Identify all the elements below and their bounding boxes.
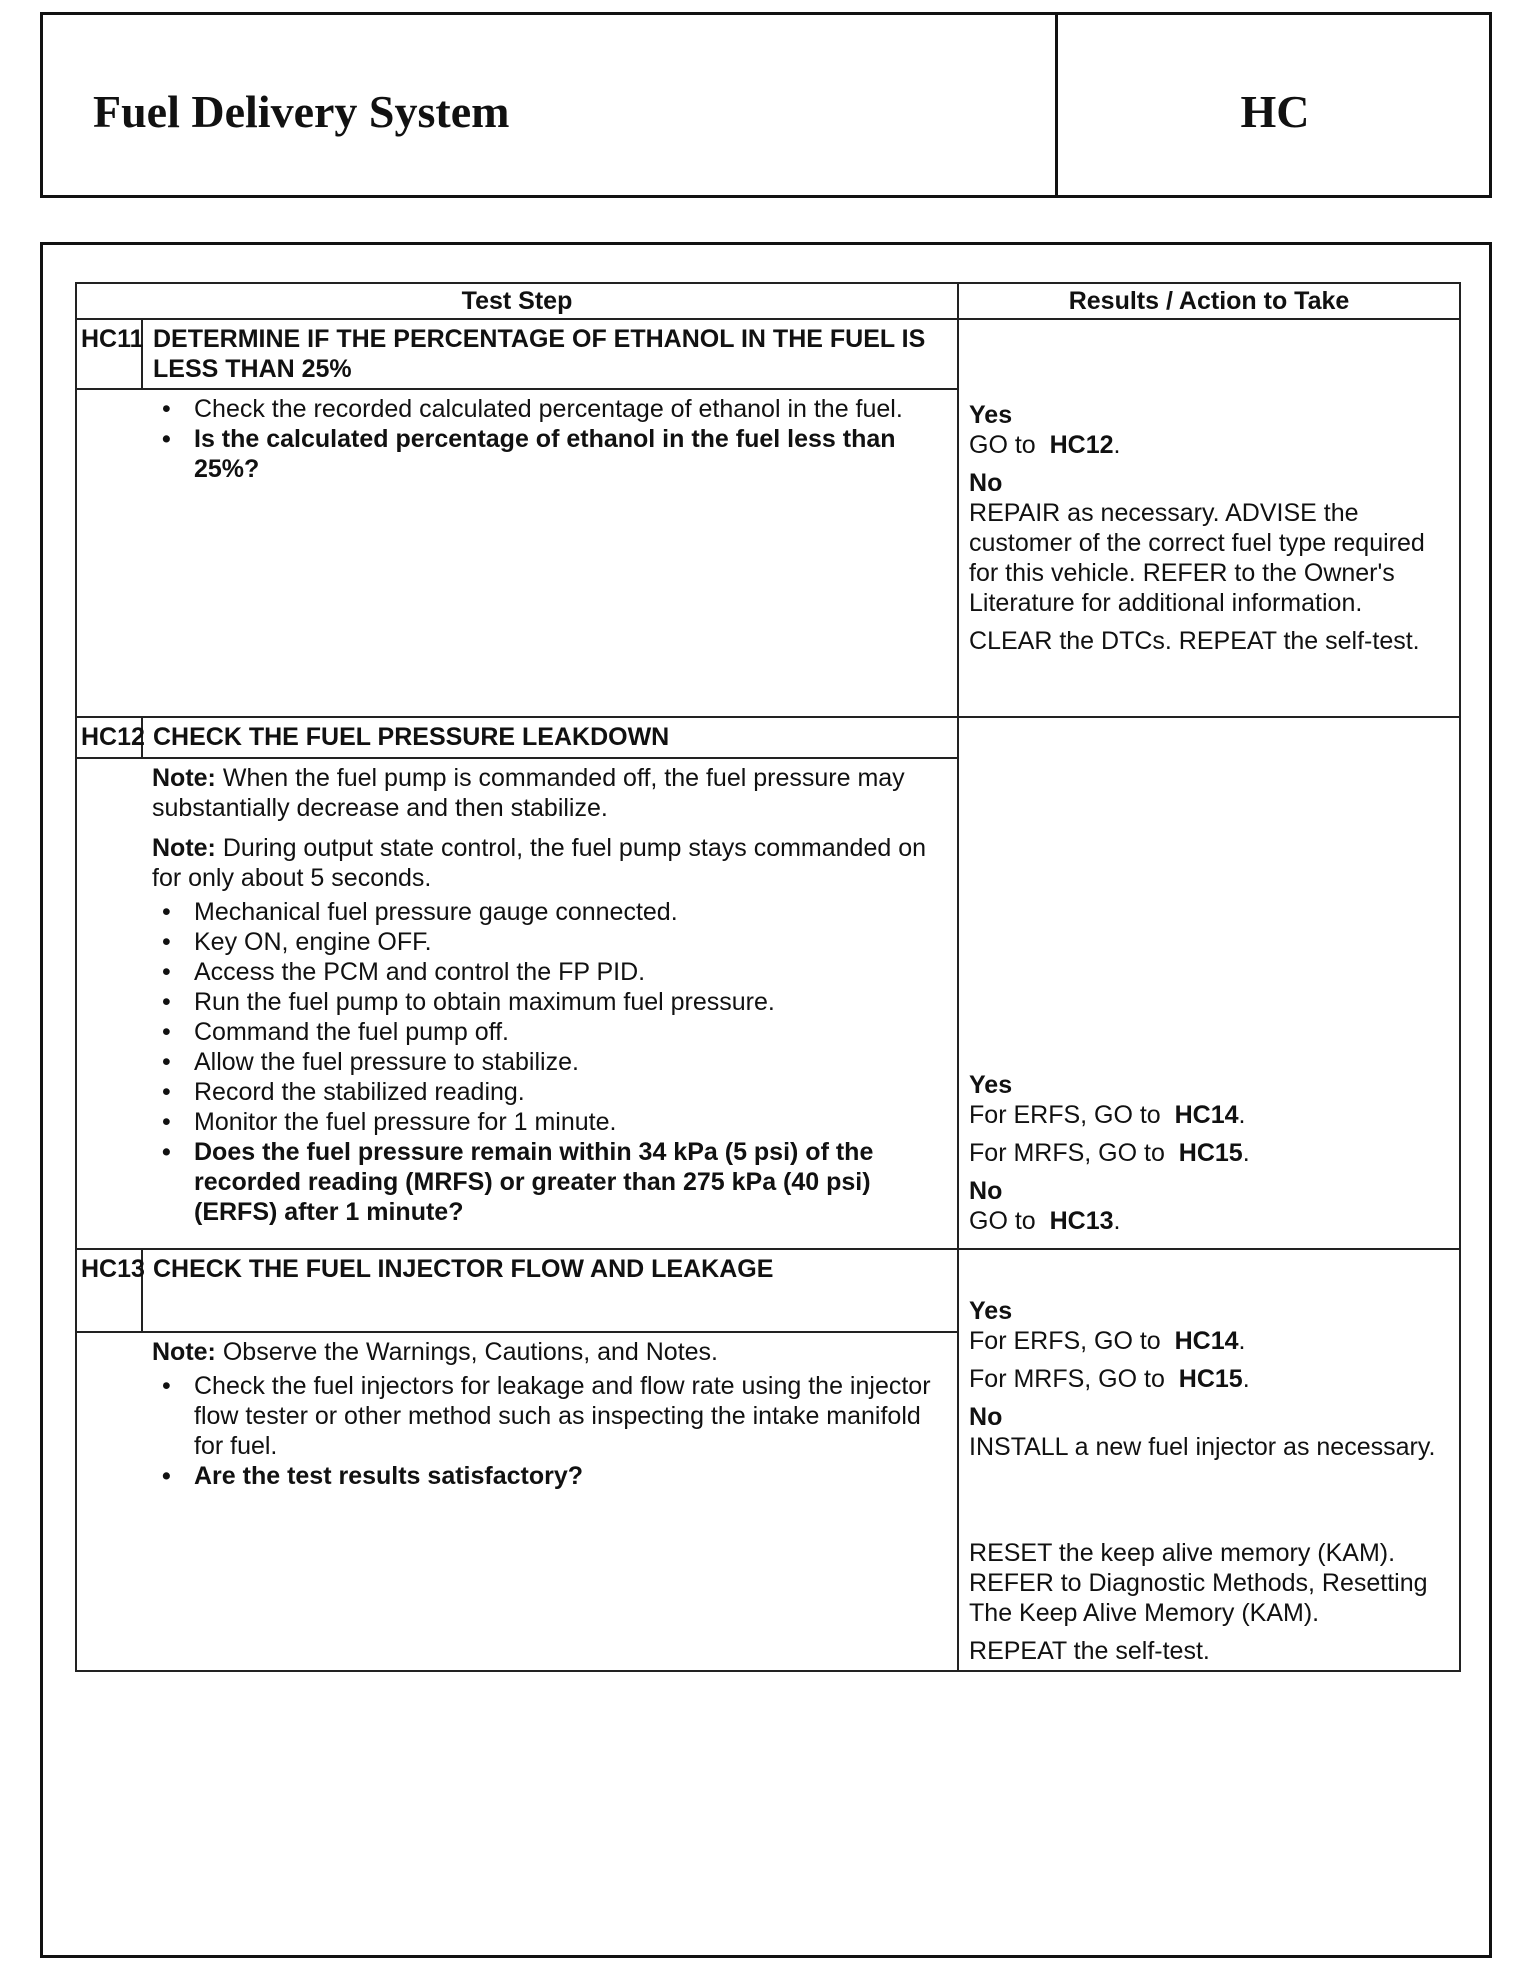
list-item: • Command the fuel pump off. bbox=[194, 1017, 947, 1047]
result-text: For MRFS, GO to bbox=[969, 1365, 1165, 1393]
result-reset-action: RESET the keep alive memory (KAM). REFER to Diagnostic Methods, Resetting The Keep Alive Memory (KAM). bbox=[969, 1539, 1428, 1627]
result-text: GO to bbox=[969, 1207, 1036, 1235]
step-id: HC11 bbox=[76, 319, 142, 389]
step-title: DETERMINE IF THE PERCENTAGE OF ETHANOL IN THE FUEL IS LESS THAN 25% bbox=[142, 319, 958, 389]
list-item: • Check the fuel injectors for leakage and flow rate using the injector flow tester or other method such as inspecting the intake manifold for fuel. bbox=[194, 1371, 947, 1461]
result-yes-action bbox=[969, 430, 1449, 460]
page-header bbox=[40, 12, 1492, 198]
step-id-spacer bbox=[76, 758, 142, 1249]
result-no-action: REPAIR as necessary. ADVISE the customer of the correct fuel type required for this vehicle. REFER to the Owner's Literature for additional information. bbox=[969, 499, 1425, 617]
punctuation: . bbox=[1113, 431, 1121, 459]
step-bullets bbox=[152, 897, 947, 1227]
column-header-results: Results / Action to Take bbox=[958, 283, 1460, 319]
note-text: When the fuel pump is commanded off, the fuel pressure may substantially decrease and then stabilize. bbox=[152, 764, 905, 823]
step-id-spacer bbox=[76, 1332, 142, 1671]
result-yes-label: Yes bbox=[969, 1297, 1013, 1325]
step-id-spacer bbox=[76, 389, 142, 717]
step-link[interactable]: HC13 bbox=[1049, 1207, 1114, 1235]
note-label: Note: bbox=[152, 1337, 216, 1366]
step-link[interactable]: HC14 bbox=[1174, 1101, 1239, 1129]
list-item: • Access the PCM and control the FP PID. bbox=[194, 957, 947, 987]
note-text: Observe the Warnings, Cautions, and Notes. bbox=[222, 1337, 718, 1366]
result-yes-erfs bbox=[969, 1326, 1449, 1356]
result-yes-mrfs bbox=[969, 1364, 1449, 1394]
note-text: During output state control, the fuel pump stays commanded on for only about 5 seconds. bbox=[152, 834, 927, 893]
result-yes-erfs bbox=[969, 1100, 1449, 1130]
result-yes-label: Yes bbox=[969, 401, 1013, 429]
result-no-followup: CLEAR the DTCs. REPEAT the self-test. bbox=[969, 627, 1420, 655]
step-title: CHECK THE FUEL PRESSURE LEAKDOWN bbox=[142, 717, 958, 758]
step-bullets bbox=[152, 394, 947, 484]
result-yes-mrfs bbox=[969, 1138, 1449, 1168]
punctuation: . bbox=[1238, 1327, 1246, 1355]
result-text: For ERFS, GO to bbox=[969, 1327, 1161, 1355]
table-row bbox=[76, 319, 1460, 389]
note bbox=[152, 833, 947, 893]
table-row bbox=[76, 1249, 1460, 1332]
list-item: • Run the fuel pump to obtain maximum fuel pressure. bbox=[194, 987, 947, 1017]
result-no-label: No bbox=[969, 1177, 1003, 1205]
result-yes-text: GO to bbox=[969, 431, 1036, 459]
note-label: Note: bbox=[152, 834, 216, 863]
column-header-test-step: Test Step bbox=[76, 283, 958, 319]
table-row bbox=[76, 717, 1460, 758]
list-item-question: • Is the calculated percentage of ethanol in the fuel less than 25%? bbox=[194, 424, 947, 484]
result-no-action bbox=[969, 1206, 1449, 1236]
step-title: CHECK THE FUEL INJECTOR FLOW AND LEAKAGE bbox=[142, 1249, 958, 1332]
step-link[interactable]: HC12 bbox=[1049, 431, 1114, 459]
step-link[interactable]: HC15 bbox=[1178, 1139, 1243, 1167]
step-id: HC12 bbox=[76, 717, 142, 758]
section-code: HC bbox=[1240, 86, 1310, 137]
step-results bbox=[958, 319, 1460, 717]
list-item: • Check the recorded calculated percentage of ethanol in the fuel. bbox=[194, 394, 947, 424]
list-item-question: • Does the fuel pressure remain within 34 kPa (5 psi) of the recorded reading (MRFS) or greater than 275 kPa (40 psi) (ERFS) after 1 minute? bbox=[194, 1137, 947, 1227]
result-no-label: No bbox=[969, 1403, 1003, 1431]
note bbox=[152, 763, 947, 823]
note-label: Note: bbox=[152, 764, 216, 793]
step-results bbox=[958, 717, 1460, 1249]
result-text: For ERFS, GO to bbox=[969, 1101, 1161, 1129]
result-no-label: No bbox=[969, 469, 1003, 497]
punctuation: . bbox=[1242, 1139, 1250, 1167]
result-no-action: INSTALL a new fuel injector as necessary. bbox=[969, 1433, 1436, 1461]
list-item: • Key ON, engine OFF. bbox=[194, 927, 947, 957]
list-item-question: • Are the test results satisfactory? bbox=[194, 1461, 947, 1491]
punctuation: . bbox=[1238, 1101, 1246, 1129]
list-item: • Record the stabilized reading. bbox=[194, 1077, 947, 1107]
section-title: Fuel Delivery System bbox=[93, 86, 510, 137]
step-instructions bbox=[142, 758, 958, 1249]
step-results bbox=[958, 1249, 1460, 1671]
result-text: For MRFS, GO to bbox=[969, 1139, 1165, 1167]
step-instructions bbox=[142, 1332, 958, 1671]
result-yes-label: Yes bbox=[969, 1071, 1013, 1099]
step-link[interactable]: HC15 bbox=[1178, 1365, 1243, 1393]
table-header-row bbox=[76, 283, 1460, 319]
list-item: • Allow the fuel pressure to stabilize. bbox=[194, 1047, 947, 1077]
punctuation: . bbox=[1242, 1365, 1250, 1393]
list-item: • Mechanical fuel pressure gauge connected. bbox=[194, 897, 947, 927]
step-id: HC13 bbox=[76, 1249, 142, 1332]
list-item: • Monitor the fuel pressure for 1 minute. bbox=[194, 1107, 947, 1137]
note bbox=[152, 1337, 947, 1367]
punctuation: . bbox=[1113, 1207, 1121, 1235]
result-repeat-action: REPEAT the self-test. bbox=[969, 1637, 1210, 1665]
step-link[interactable]: HC14 bbox=[1174, 1327, 1239, 1355]
step-instructions bbox=[142, 389, 958, 717]
step-bullets bbox=[152, 1371, 947, 1491]
diagnostic-table bbox=[75, 282, 1461, 1672]
